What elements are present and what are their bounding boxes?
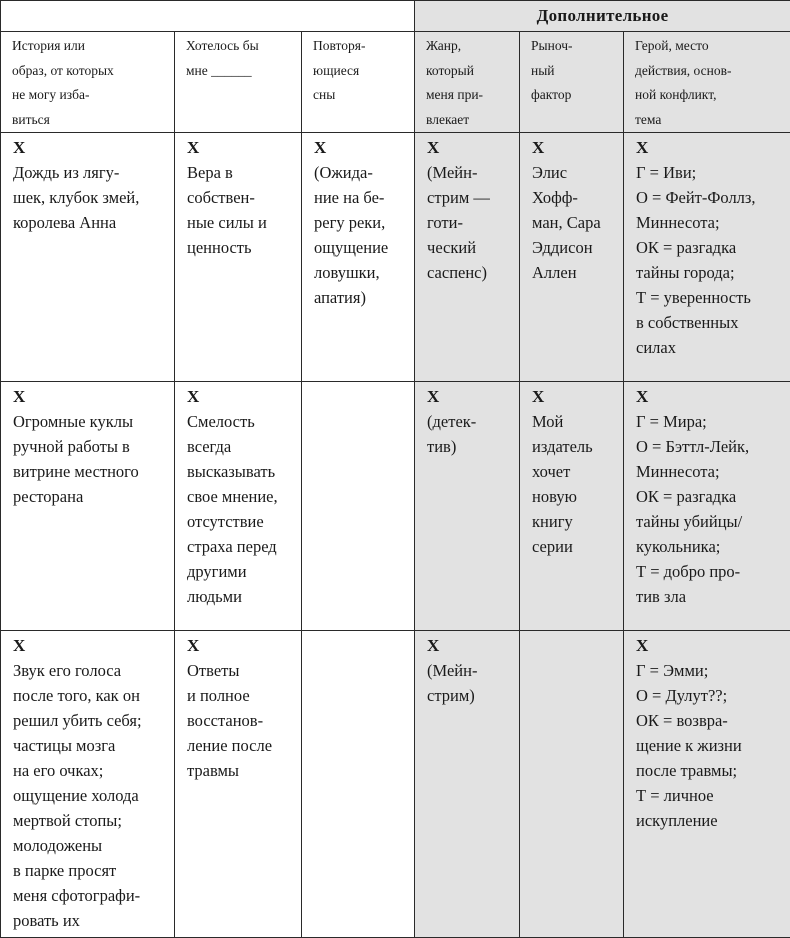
- text-line: кукольника;: [636, 534, 782, 559]
- text-line: стрим —: [427, 185, 511, 210]
- text-line: восстанов-: [187, 708, 293, 733]
- column-header-story: [1, 32, 175, 133]
- text-line: ОК = разгадка: [636, 235, 782, 260]
- text-line: Т = добро про-: [636, 559, 782, 584]
- text-line: Г = Эмми;: [636, 658, 782, 683]
- text-line: после травмы;: [636, 758, 782, 783]
- text-line: действия, основ-: [635, 59, 782, 84]
- text-line: Т = уверенность: [636, 285, 782, 310]
- text-line: мне ______: [186, 59, 293, 84]
- text-line: тайны убийцы/: [636, 509, 782, 534]
- text-line: страха перед: [187, 534, 293, 559]
- text-line: Т = личное: [636, 783, 782, 808]
- cell-market: [520, 382, 624, 631]
- text-line: и полное: [187, 683, 293, 708]
- text-line: готи-: [427, 210, 511, 235]
- text-line: тема: [635, 108, 782, 133]
- cell-mark: X: [427, 385, 511, 409]
- text-line: ние на бе-: [314, 185, 406, 210]
- cell-genre: [415, 382, 520, 631]
- text-line: (Мейн-: [427, 160, 511, 185]
- text-line: ные силы и: [187, 210, 293, 235]
- cell-story: [1, 133, 175, 382]
- text-line: Огромные куклы: [13, 409, 166, 434]
- text-line: Звук его голоса: [13, 658, 166, 683]
- column-header-market: [520, 32, 624, 133]
- cell-story: [1, 631, 175, 938]
- cell-genre: [415, 133, 520, 382]
- text-line: О = Бэттл-Лейк,: [636, 434, 782, 459]
- text-line: Вера в: [187, 160, 293, 185]
- text-line: мертвой стопы;: [13, 808, 166, 833]
- cell-dreams: [302, 631, 415, 938]
- cell-mark: X: [13, 385, 166, 409]
- column-header-row: [1, 32, 790, 133]
- text-line: стрим): [427, 683, 511, 708]
- cell-wish: [175, 133, 302, 382]
- text-line: ресторана: [13, 484, 166, 509]
- text-line: ручной работы в: [13, 434, 166, 459]
- cell-mark: X: [636, 634, 782, 658]
- cell-mark: X: [532, 136, 615, 160]
- cell-wish: [175, 631, 302, 938]
- text-line: высказывать: [187, 459, 293, 484]
- text-line: свое мнение,: [187, 484, 293, 509]
- text-line: влекает: [426, 108, 511, 133]
- text-line: ловушки,: [314, 260, 406, 285]
- cell-mark: X: [636, 136, 782, 160]
- text-line: шек, клубок змей,: [13, 185, 166, 210]
- text-line: регу реки,: [314, 210, 406, 235]
- cell-mark: X: [427, 634, 511, 658]
- text-line: Миннесота;: [636, 210, 782, 235]
- text-line: молодожены: [13, 833, 166, 858]
- text-line: в собственных: [636, 310, 782, 335]
- table-row: [1, 382, 790, 631]
- text-line: хочет: [532, 459, 615, 484]
- text-line: ющиеся: [313, 59, 406, 84]
- text-line: витрине местного: [13, 459, 166, 484]
- text-line: ощущение холода: [13, 783, 166, 808]
- column-header-genre: [415, 32, 520, 133]
- text-line: ощущение: [314, 235, 406, 260]
- table-row: [1, 631, 790, 938]
- text-line: серии: [532, 534, 615, 559]
- text-line: История или: [12, 34, 166, 59]
- cell-mark: X: [636, 385, 782, 409]
- cell-mark: X: [187, 136, 293, 160]
- column-header-dreams: [302, 32, 415, 133]
- text-line: Смелость: [187, 409, 293, 434]
- cell-hero: [624, 133, 790, 382]
- text-line: ман, Сара: [532, 210, 615, 235]
- text-line: тив): [427, 434, 511, 459]
- text-line: который: [426, 59, 511, 84]
- text-line: образ, от которых: [12, 59, 166, 84]
- text-line: решил убить себя;: [13, 708, 166, 733]
- text-line: тайны города;: [636, 260, 782, 285]
- text-line: отсутствие: [187, 509, 293, 534]
- text-line: Эддисон: [532, 235, 615, 260]
- column-header-wish: [175, 32, 302, 133]
- cell-mark: X: [187, 385, 293, 409]
- text-line: Герой, место: [635, 34, 782, 59]
- text-line: ческий: [427, 235, 511, 260]
- text-line: новую: [532, 484, 615, 509]
- text-line: книгу: [532, 509, 615, 534]
- text-line: частицы мозга: [13, 733, 166, 758]
- text-line: другими: [187, 559, 293, 584]
- text-line: ровать их: [13, 908, 166, 933]
- text-line: Дождь из лягу-: [13, 160, 166, 185]
- text-line: апатия): [314, 285, 406, 310]
- text-line: в парке просят: [13, 858, 166, 883]
- cell-mark: X: [13, 634, 166, 658]
- text-line: Рыноч-: [531, 34, 615, 59]
- text-line: щение к жизни: [636, 733, 782, 758]
- text-line: Ответы: [187, 658, 293, 683]
- text-line: Г = Мира;: [636, 409, 782, 434]
- cell-story: [1, 382, 175, 631]
- text-line: (детек-: [427, 409, 511, 434]
- cell-dreams: [302, 133, 415, 382]
- text-line: ценность: [187, 235, 293, 260]
- text-line: ление после: [187, 733, 293, 758]
- text-line: не могу изба-: [12, 83, 166, 108]
- cell-mark: X: [427, 136, 511, 160]
- cell-mark: X: [13, 136, 166, 160]
- cell-dreams: [302, 382, 415, 631]
- text-line: ОК = возвра-: [636, 708, 782, 733]
- text-line: силах: [636, 335, 782, 360]
- text-line: на его очках;: [13, 758, 166, 783]
- text-line: сны: [313, 83, 406, 108]
- text-line: Миннесота;: [636, 459, 782, 484]
- text-line: Аллен: [532, 260, 615, 285]
- text-line: искупление: [636, 808, 782, 833]
- cell-hero: [624, 631, 790, 938]
- text-line: людьми: [187, 584, 293, 609]
- cell-market: [520, 631, 624, 938]
- cell-mark: X: [314, 136, 406, 160]
- text-line: Повторя-: [313, 34, 406, 59]
- group-header-blank: [1, 1, 415, 32]
- text-line: (Мейн-: [427, 658, 511, 683]
- text-line: виться: [12, 108, 166, 133]
- text-line: ный: [531, 59, 615, 84]
- text-line: собствен-: [187, 185, 293, 210]
- text-line: Жанр,: [426, 34, 511, 59]
- text-line: Хотелось бы: [186, 34, 293, 59]
- text-line: саспенс): [427, 260, 511, 285]
- text-line: ОК = разгадка: [636, 484, 782, 509]
- cell-hero: [624, 382, 790, 631]
- text-line: королева Анна: [13, 210, 166, 235]
- cell-mark: X: [532, 385, 615, 409]
- text-line: Элис: [532, 160, 615, 185]
- text-line: О = Фейт-Фоллз,: [636, 185, 782, 210]
- cell-wish: [175, 382, 302, 631]
- cell-mark: X: [187, 634, 293, 658]
- text-line: (Ожида-: [314, 160, 406, 185]
- text-line: фактор: [531, 83, 615, 108]
- text-line: всегда: [187, 434, 293, 459]
- text-line: меня при-: [426, 83, 511, 108]
- text-line: Мой: [532, 409, 615, 434]
- text-line: Г = Иви;: [636, 160, 782, 185]
- text-line: Хофф-: [532, 185, 615, 210]
- group-header-additional: Дополнительное: [415, 1, 790, 32]
- text-line: тив зла: [636, 584, 782, 609]
- group-header-row: [1, 1, 790, 32]
- cell-market: [520, 133, 624, 382]
- text-line: ной конфликт,: [635, 83, 782, 108]
- text-line: меня сфотографи-: [13, 883, 166, 908]
- cell-genre: [415, 631, 520, 938]
- text-line: после того, как он: [13, 683, 166, 708]
- table-row: [1, 133, 790, 382]
- text-line: издатель: [532, 434, 615, 459]
- text-line: травмы: [187, 758, 293, 783]
- column-header-hero: [624, 32, 790, 133]
- text-line: О = Дулут??;: [636, 683, 782, 708]
